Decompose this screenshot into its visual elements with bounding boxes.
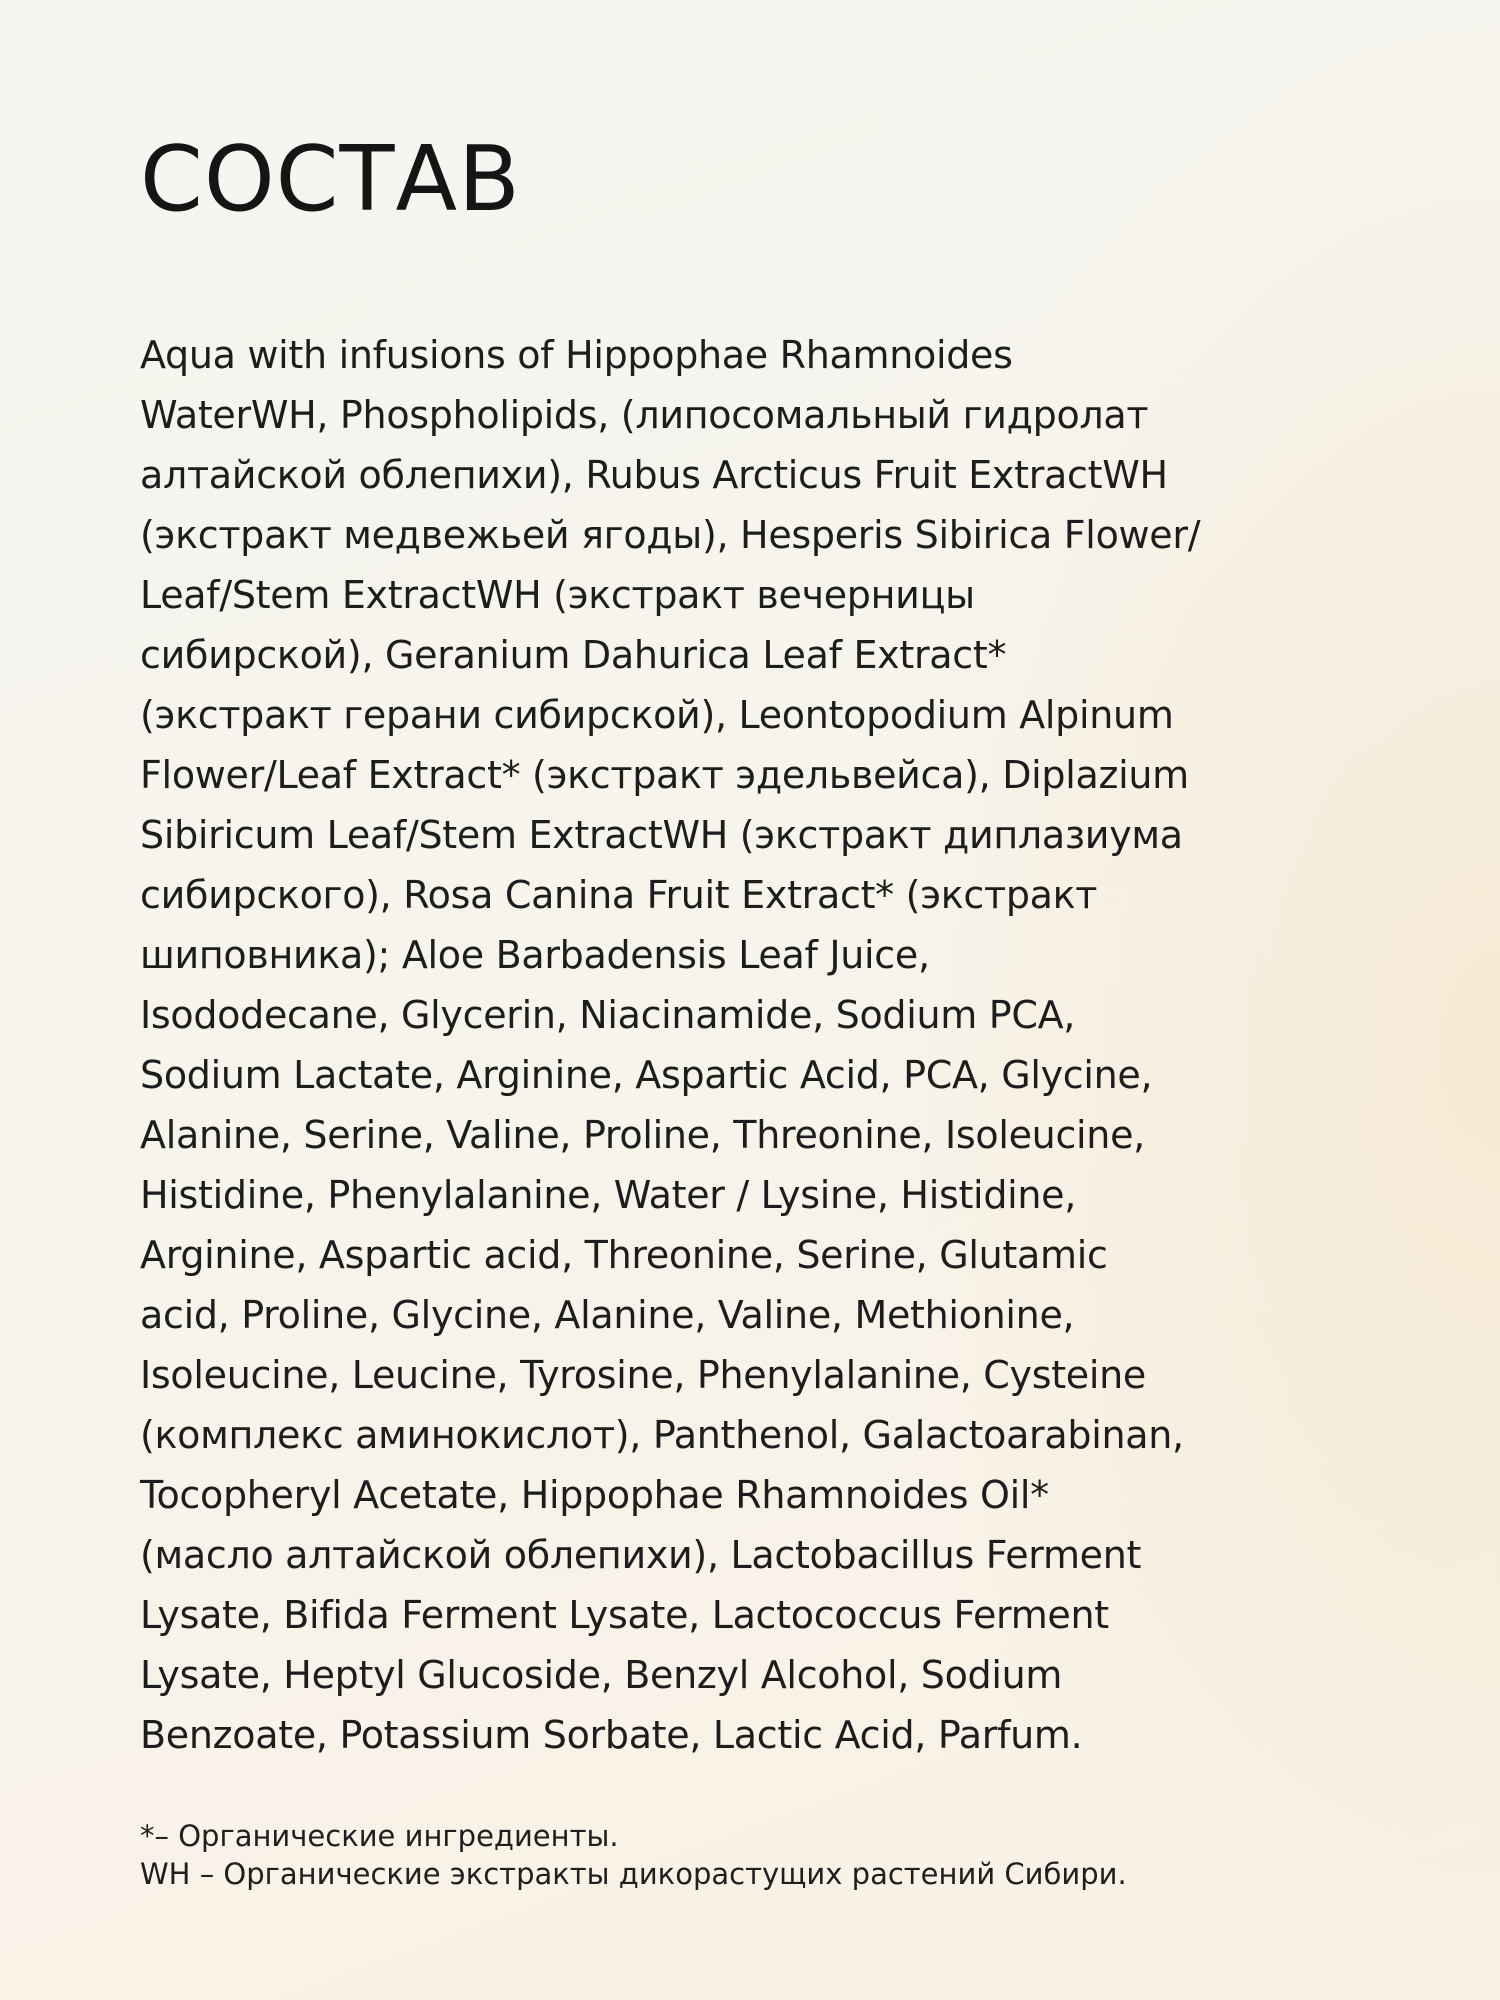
ingredients-line: acid, Proline, Glycine, Alanine, Valine, Methionine, — [140, 1293, 1075, 1337]
ingredients-line: WaterWH, Phospholipids, (липосомальный гидролат — [140, 393, 1149, 437]
footnote-wild-harvested: WH – Органические экстракты дикорастущих растений Сибири. — [140, 1857, 1127, 1891]
ingredients-line: Sibiricum Leaf/Stem ExtractWH (экстракт диплазиума — [140, 813, 1183, 857]
footnote-organic: *– Органические ингредиенты. — [140, 1819, 619, 1853]
ingredients-line: Histidine, Phenylalanine, Water / Lysine, Histidine, — [140, 1173, 1077, 1217]
ingredients-line: Leaf/Stem ExtractWH (экстракт вечерницы — [140, 573, 975, 617]
ingredients-line: (экстракт герани сибирской), Leontopodium Alpinum — [140, 693, 1174, 737]
ingredients-line: Flower/Leaf Extract* (экстракт эдельвейса), Diplazium — [140, 753, 1189, 797]
page-title: СОСТАВ — [140, 127, 521, 232]
ingredients-line: сибирского), Rosa Canina Fruit Extract* (экстракт — [140, 873, 1098, 917]
ingredients-line: Isoleucine, Leucine, Tyrosine, Phenylalanine, Cysteine — [140, 1353, 1146, 1397]
ingredients-line: Lysate, Bifida Ferment Lysate, Lactococcus Ferment — [140, 1593, 1109, 1637]
ingredients-line: Lysate, Heptyl Glucoside, Benzyl Alcohol, Sodium — [140, 1653, 1063, 1697]
ingredients-line: Benzoate, Potassium Sorbate, Lactic Acid, Parfum. — [140, 1713, 1083, 1757]
ingredients-line: алтайской облепихи), Rubus Arcticus Fruit ExtractWH — [140, 453, 1168, 497]
ingredients-line: (масло алтайской облепихи), Lactobacillus Ferment — [140, 1533, 1142, 1577]
ingredients-line: сибирской), Geranium Dahurica Leaf Extract* — [140, 633, 1007, 677]
footnotes — [140, 1817, 1380, 1893]
ingredients-text — [140, 325, 1380, 1765]
ingredients-line: Alanine, Serine, Valine, Proline, Threonine, Isoleucine, — [140, 1113, 1145, 1157]
ingredients-line: Isododecane, Glycerin, Niacinamide, Sodium PCA, — [140, 993, 1076, 1037]
ingredients-line: Arginine, Aspartic acid, Threonine, Serine, Glutamic — [140, 1233, 1108, 1277]
ingredients-line: (комплекс аминокислот), Panthenol, Galactoarabinan, — [140, 1413, 1184, 1457]
ingredients-line: Aqua with infusions of Hippophae Rhamnoides — [140, 333, 1013, 377]
ingredients-line: (экстракт медвежьей ягоды), Hesperis Sibirica Flower/ — [140, 513, 1201, 557]
ingredients-line: шиповника); Aloe Barbadensis Leaf Juice, — [140, 933, 930, 977]
ingredients-line: Sodium Lactate, Arginine, Aspartic Acid, PCA, Glycine, — [140, 1053, 1153, 1097]
composition-page — [140, 127, 1380, 1893]
ingredients-line: Tocopheryl Acetate, Hippophae Rhamnoides Oil* — [140, 1473, 1049, 1517]
